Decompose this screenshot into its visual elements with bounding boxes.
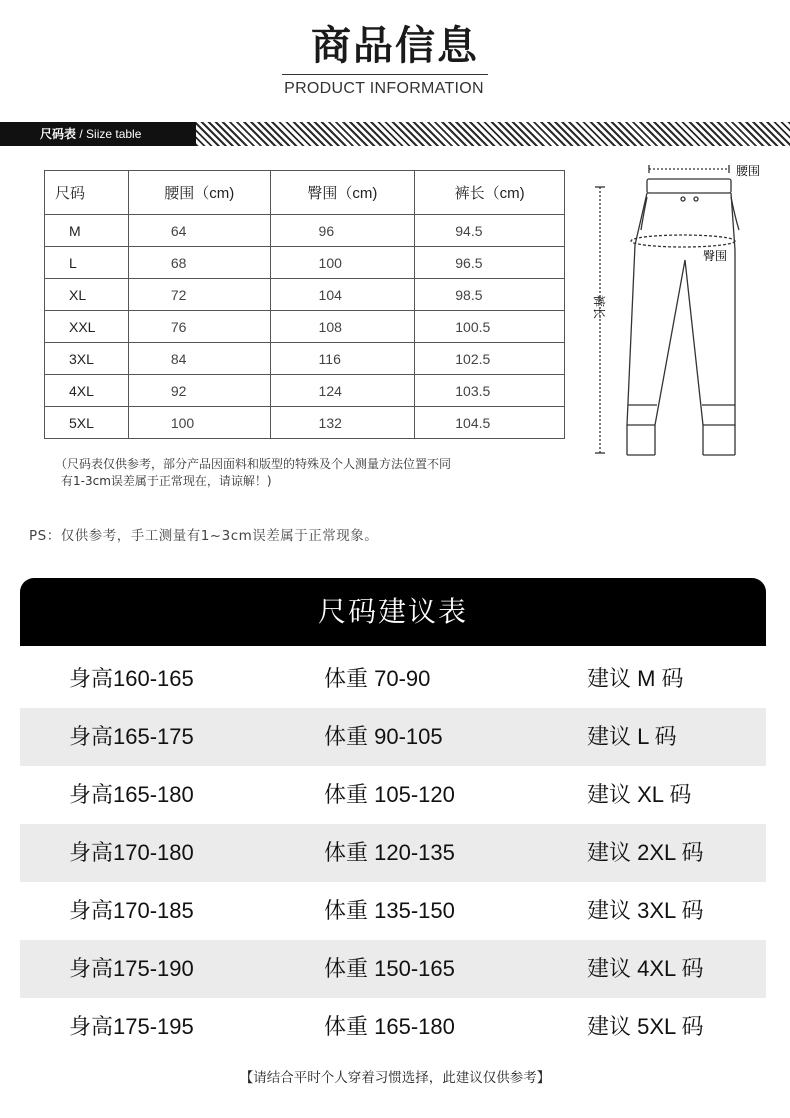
recommend-size: 建议 4XL 码 xyxy=(587,956,704,981)
size-table-row xyxy=(45,343,565,375)
size-table-row xyxy=(45,407,565,439)
cell-hip: 116 xyxy=(270,343,415,375)
recommend-weight: 体重 90-105 xyxy=(324,724,443,749)
recommend-height: 身高175-195 xyxy=(69,1014,194,1039)
header-hip: 臀围（cm) xyxy=(270,171,415,215)
size-note-line1: （尺码表仅供参考，部分产品因面料和版型的特殊及个人测量方法位置不同 xyxy=(55,457,452,471)
title-divider xyxy=(282,74,488,75)
cell-waist: 76 xyxy=(128,311,270,343)
ps-note: PS：仅供参考，手工测量有1~3cm误差属于正常现象。 xyxy=(29,528,379,544)
recommend-size: 建议 L 码 xyxy=(587,724,677,749)
recommend-size: 建议 5XL 码 xyxy=(587,1014,704,1039)
cell-waist: 100 xyxy=(128,407,270,439)
section-label xyxy=(0,122,196,146)
cell-size: XL xyxy=(45,279,129,311)
page-title: 商品信息 xyxy=(311,23,479,69)
cell-waist: 68 xyxy=(128,247,270,279)
pants-illustration xyxy=(585,155,785,460)
recommendation-row xyxy=(20,650,766,708)
cell-length: 103.5 xyxy=(415,375,565,407)
recommend-weight: 体重 105-120 xyxy=(324,782,455,807)
recommend-size: 建议 XL 码 xyxy=(587,782,692,807)
footer-note: 【请结合平时个人穿着习惯选择，此建议仅供参考】 xyxy=(239,1070,551,1086)
hip-measure-line xyxy=(631,235,735,247)
recommend-weight: 体重 150-165 xyxy=(324,956,455,981)
recommendation-row xyxy=(20,824,766,882)
page-subtitle: PRODUCT INFORMATION xyxy=(284,80,484,97)
recommend-height: 身高170-180 xyxy=(69,840,194,865)
cell-waist: 72 xyxy=(128,279,270,311)
size-table-body xyxy=(45,215,565,439)
cell-size: L xyxy=(45,247,129,279)
cell-hip: 104 xyxy=(270,279,415,311)
recommendation-row xyxy=(20,708,766,766)
cell-length: 96.5 xyxy=(415,247,565,279)
cell-size: 3XL xyxy=(45,343,129,375)
cell-size: 5XL xyxy=(45,407,129,439)
size-table xyxy=(44,170,565,439)
cell-length: 100.5 xyxy=(415,311,565,343)
recommend-weight: 体重 120-135 xyxy=(324,840,455,865)
cell-hip: 100 xyxy=(270,247,415,279)
recommend-height: 身高165-175 xyxy=(69,724,194,749)
recommend-weight: 体重 135-150 xyxy=(324,898,455,923)
cell-hip: 108 xyxy=(270,311,415,343)
recommend-weight: 体重 165-180 xyxy=(324,1014,455,1039)
size-table-section-bar xyxy=(0,122,790,146)
cell-size: 4XL xyxy=(45,375,129,407)
cell-waist: 64 xyxy=(128,215,270,247)
waistband xyxy=(647,179,731,193)
cell-waist: 92 xyxy=(128,375,270,407)
cell-waist: 84 xyxy=(128,343,270,375)
recommendation-title: 尺码建议表 xyxy=(20,578,766,646)
recommend-size: 建议 M 码 xyxy=(587,666,684,691)
cell-hip: 132 xyxy=(270,407,415,439)
cell-length: 104.5 xyxy=(415,407,565,439)
recommendation-row xyxy=(20,882,766,940)
pants-outline xyxy=(627,193,735,425)
cell-size: M xyxy=(45,215,129,247)
header-size: 尺码 xyxy=(45,171,129,215)
waist-label: 腰围 xyxy=(736,164,761,178)
size-table-row xyxy=(45,215,565,247)
cell-hip: 96 xyxy=(270,215,415,247)
size-table-row xyxy=(45,375,565,407)
size-table-row xyxy=(45,311,565,343)
cell-length: 102.5 xyxy=(415,343,565,375)
size-table-row xyxy=(45,279,565,311)
hip-label: 臀围 xyxy=(703,249,728,263)
cell-hip: 124 xyxy=(270,375,415,407)
recommend-height: 身高170-185 xyxy=(69,898,194,923)
recommendation-row xyxy=(20,766,766,824)
hatch-pattern xyxy=(196,122,790,146)
size-table-row xyxy=(45,247,565,279)
recommend-height: 身高175-190 xyxy=(69,956,194,981)
recommend-size: 建议 2XL 码 xyxy=(587,840,704,865)
recommend-size: 建议 3XL 码 xyxy=(587,898,704,923)
recommend-height: 身高160-165 xyxy=(69,666,194,691)
recommendation-row xyxy=(20,940,766,998)
header-waist: 腰围（cm) xyxy=(128,171,270,215)
button xyxy=(681,197,685,201)
pants-diagram xyxy=(585,155,785,460)
size-note-line2: 有1-3cm误差属于正常现在，请谅解！) xyxy=(61,474,272,488)
cell-length: 94.5 xyxy=(415,215,565,247)
size-note xyxy=(55,456,525,490)
size-table-header-row xyxy=(45,171,565,215)
section-label-zh: 尺码表 xyxy=(40,127,77,141)
cell-size: XXL xyxy=(45,311,129,343)
section-label-en: / Siize table xyxy=(76,127,142,141)
cell-length: 98.5 xyxy=(415,279,565,311)
length-label: 裤长 xyxy=(592,295,606,320)
recommend-height: 身高165-180 xyxy=(69,782,194,807)
header-length: 裤长（cm) xyxy=(415,171,565,215)
recommendation-row xyxy=(20,998,766,1056)
recommend-weight: 体重 70-90 xyxy=(324,666,431,691)
